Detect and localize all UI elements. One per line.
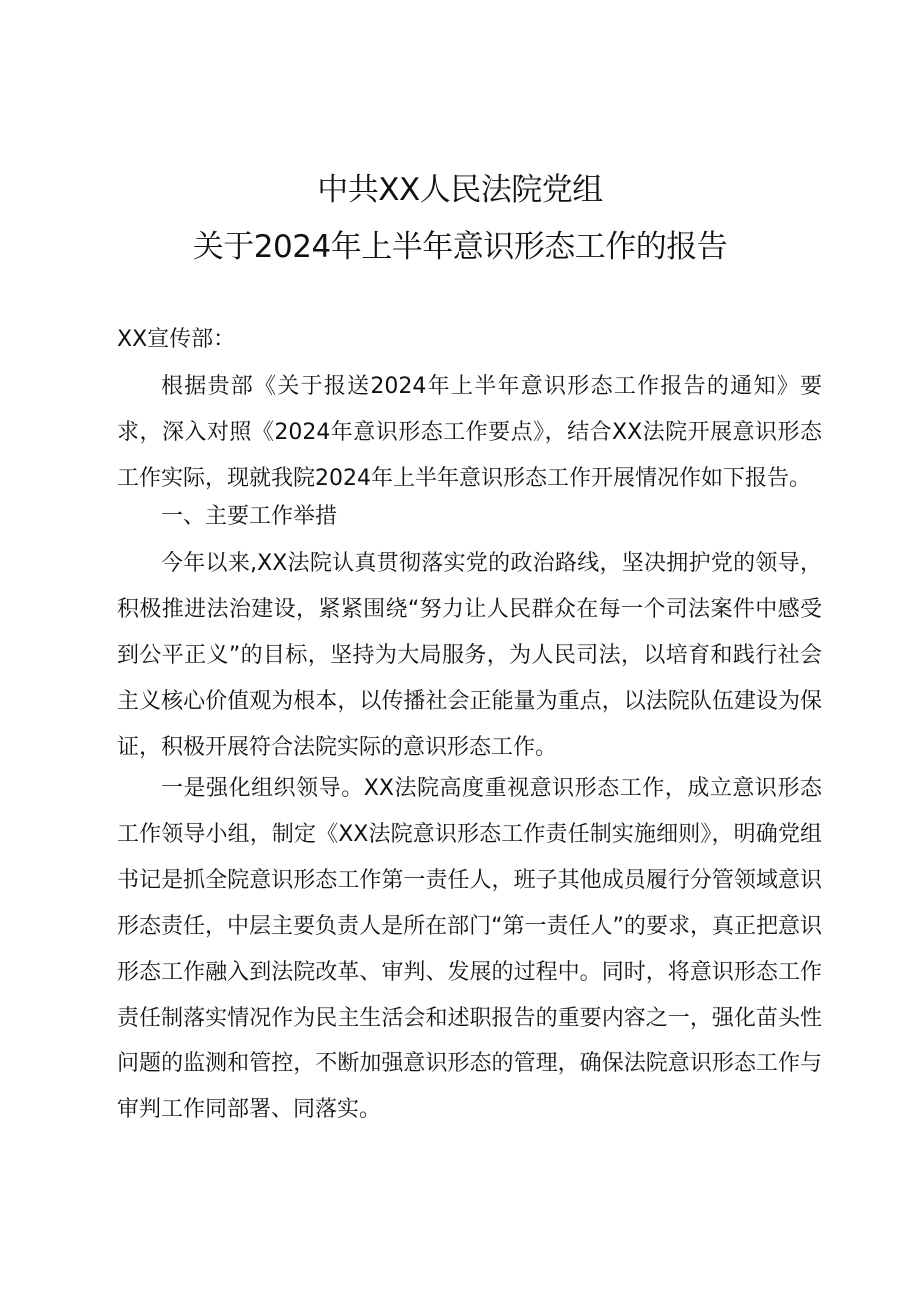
section-heading: 一、主要工作举措 <box>161 504 338 529</box>
salutation: XX宣传部： <box>117 327 236 352</box>
title-line-1: 中共XX人民法院党组 <box>317 172 603 208</box>
title-line-2: 关于2024年上半年意识形态工作的报告 <box>192 229 728 265</box>
paragraph-overview: 今年以来,XX法院认真贯彻落实党的政治路线，坚决拥护党的领导，积极推进法治建设，紧紧围绕“努力让人民群众在每一个司法案件中感受到公平正义”的目标，坚持为大局服务，为人民司法，以培育和践行社会主义核心价值观为根本，以传播社会正能量为重点，以法院队伍建设为保证，积极开展符合法院实际的意识形态工作。 <box>117 551 822 760</box>
paragraph-intro: 根据贵部《关于报送2024年上半年意识形态工作报告的通知》要求，深入对照《2024年意识形态工作要点》，结合XX法院开展意识形态工作实际，现就我院2024年上半年意识形态工作开展情况作如下报告。 <box>117 374 822 491</box>
paragraph-organization-leadership: 一是强化组织领导。XX法院高度重视意识形态工作，成立意识形态工作领导小组，制定《XX法院意识形态工作责任制实施细则》，明确党组书记是抓全院意识形态工作第一责任人，班子其他成员履行分管领域意识形态责任，中层主要负责人是所在部门“第一责任人”的要求，真正把意识形态工作融入到法院改革、审判、发展的过程中。同时，将意识形态工作责任制落实情况作为民主生活会和述职报告的重要内容之一，强化苗头性问题的监测和管控，不断加强意识形态的管理，确保法院意识形态工作与审判工作同部署、同落实。 <box>117 776 822 1123</box>
